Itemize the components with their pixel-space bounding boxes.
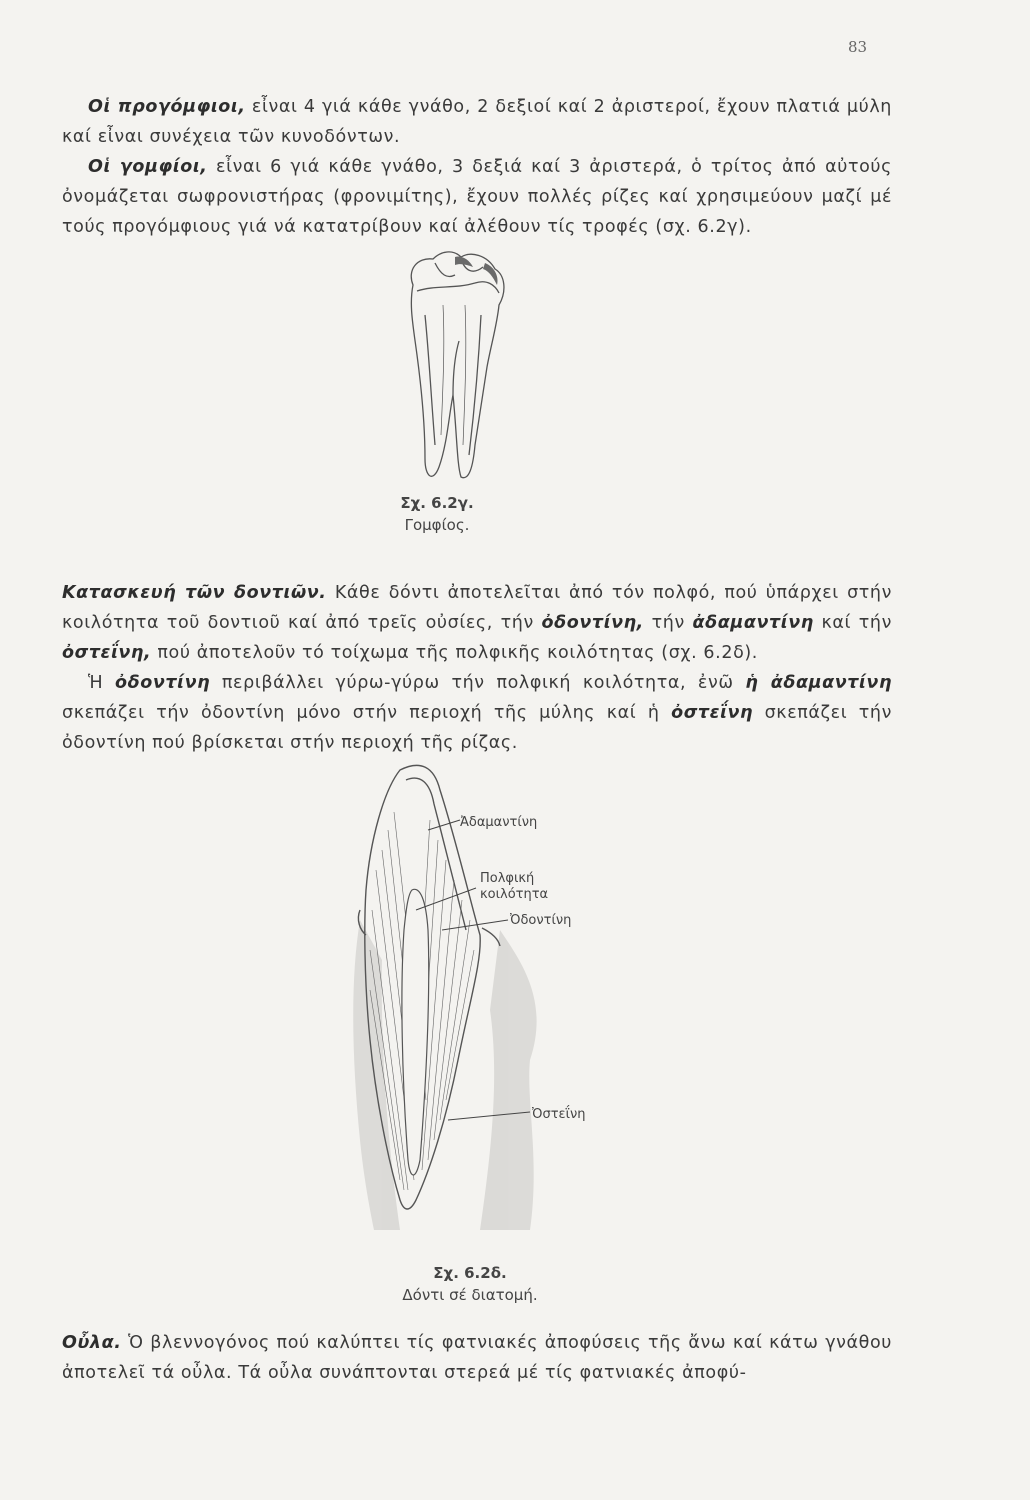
premolars-text: εἶναι 4 γιά κάθε γνάθο, 2 δεξιοί καί 2 ἀριστεροί, ἔχουν πλατιά μύλη καί εἶναι συνέχεια τῶν κυνοδόντων.	[62, 97, 892, 147]
page-number: 83	[848, 38, 868, 56]
figure-caption-section	[380, 1262, 560, 1306]
figure-number-molar: Σχ. 6.2γ.	[400, 494, 474, 512]
paragraph-premolars	[62, 92, 892, 152]
heading-gums: Οὖλα.	[62, 1333, 122, 1353]
figure-title-molar: Γομφίος.	[404, 516, 470, 534]
paragraph-tooth-structure: Κατασκευή τῶν δοντιῶν. Κάθε δόντι ἀποτελεῖται ἀπό τόν πολφό, πού ὑπάρχει στήν κοιλότητα τοῦ δοντιοῦ καί ἀπό τρεῖς οὐσίες, τήν ὀδοντίνη, τήν ἀδαμαντίνη καί τήν ὀστεΐνη, πού ἀποτελοῦν τό τοίχωμα τῆς πολφικῆς κοιλότητας (σχ. 6.2δ).	[62, 583, 892, 663]
molars-text: εἶναι 6 γιά κάθε γνάθο, 3 δεξιά καί 3 ἀριστερά, ὁ τρίτος ἀπό αὐτούς ὀνομάζεται σωφρονιστήρας (φρονιμίτης), ἔχουν πολλές ρίζες καί χρησιμεύουν μαζί μέ τούς προγόμφιους γιά νά κατατρίβουν καί ἀλέθουν τίς τροφές (σχ. 6.2γ).	[62, 157, 892, 237]
term-cementum-2: ὀστεΐνη	[671, 703, 754, 723]
heading-tooth-structure: Κατασκευή τῶν δοντιῶν.	[62, 583, 327, 603]
paragraph-gums	[62, 1328, 892, 1388]
paragraph-dentin-description: Ἡ ὀδοντίνη περιβάλλει γύρω-γύρω τήν πολφική κοιλότητα, ἐνῶ ἡ ἀδαμαντίνη σκεπάζει τήν ὀδοντίνη μόνο στήν περιοχή τῆς μύλης καί ἡ ὀστεΐνη σκεπάζει τήν ὀδοντίνη πού βρίσκεται στήν περιοχή τῆς ρίζας.	[62, 673, 892, 753]
figure-number-section: Σχ. 6.2δ.	[433, 1264, 507, 1282]
term-molars: Οἱ γομφίοι,	[88, 157, 208, 177]
term-dentin-2: ὀδοντίνη	[115, 673, 211, 693]
molar-illustration	[395, 245, 525, 490]
paragraph-molars	[62, 152, 892, 242]
label-enamel: Ἀδαμαντίνη	[460, 815, 538, 830]
tooth-section-illustration	[330, 760, 630, 1230]
label-pulp-line2: κοιλότητα	[480, 887, 549, 902]
term-enamel-2: ἡ ἀδαμαντίνη	[745, 673, 892, 693]
label-pulp-line1: Πολφική	[480, 871, 535, 886]
label-dentin: Ὀδοντίνη	[510, 913, 572, 928]
figure-title-section: Δόντι σέ διατομή.	[402, 1286, 538, 1304]
gums-text: Ὁ βλεννογόνος πού καλύπτει τίς φατνιακές ἀποφύσεις τῆς ἄνω καί κάτω γνάθου ἀποτελεῖ τά οὖλα. Τά οὖλα συνάπτονται στερεά μέ τίς φατνιακές ἀποφύ-	[62, 1333, 892, 1383]
term-enamel: ἀδαμαντίνη	[692, 613, 814, 633]
term-dentin: ὀδοντίνη,	[541, 613, 644, 633]
label-cementum: Ὀστεΐνη	[532, 1107, 586, 1122]
figure-caption-molar	[372, 492, 502, 536]
term-premolars: Οἱ προγόμφιοι,	[88, 97, 246, 117]
term-cementum: ὀστεΐνη,	[62, 643, 152, 663]
